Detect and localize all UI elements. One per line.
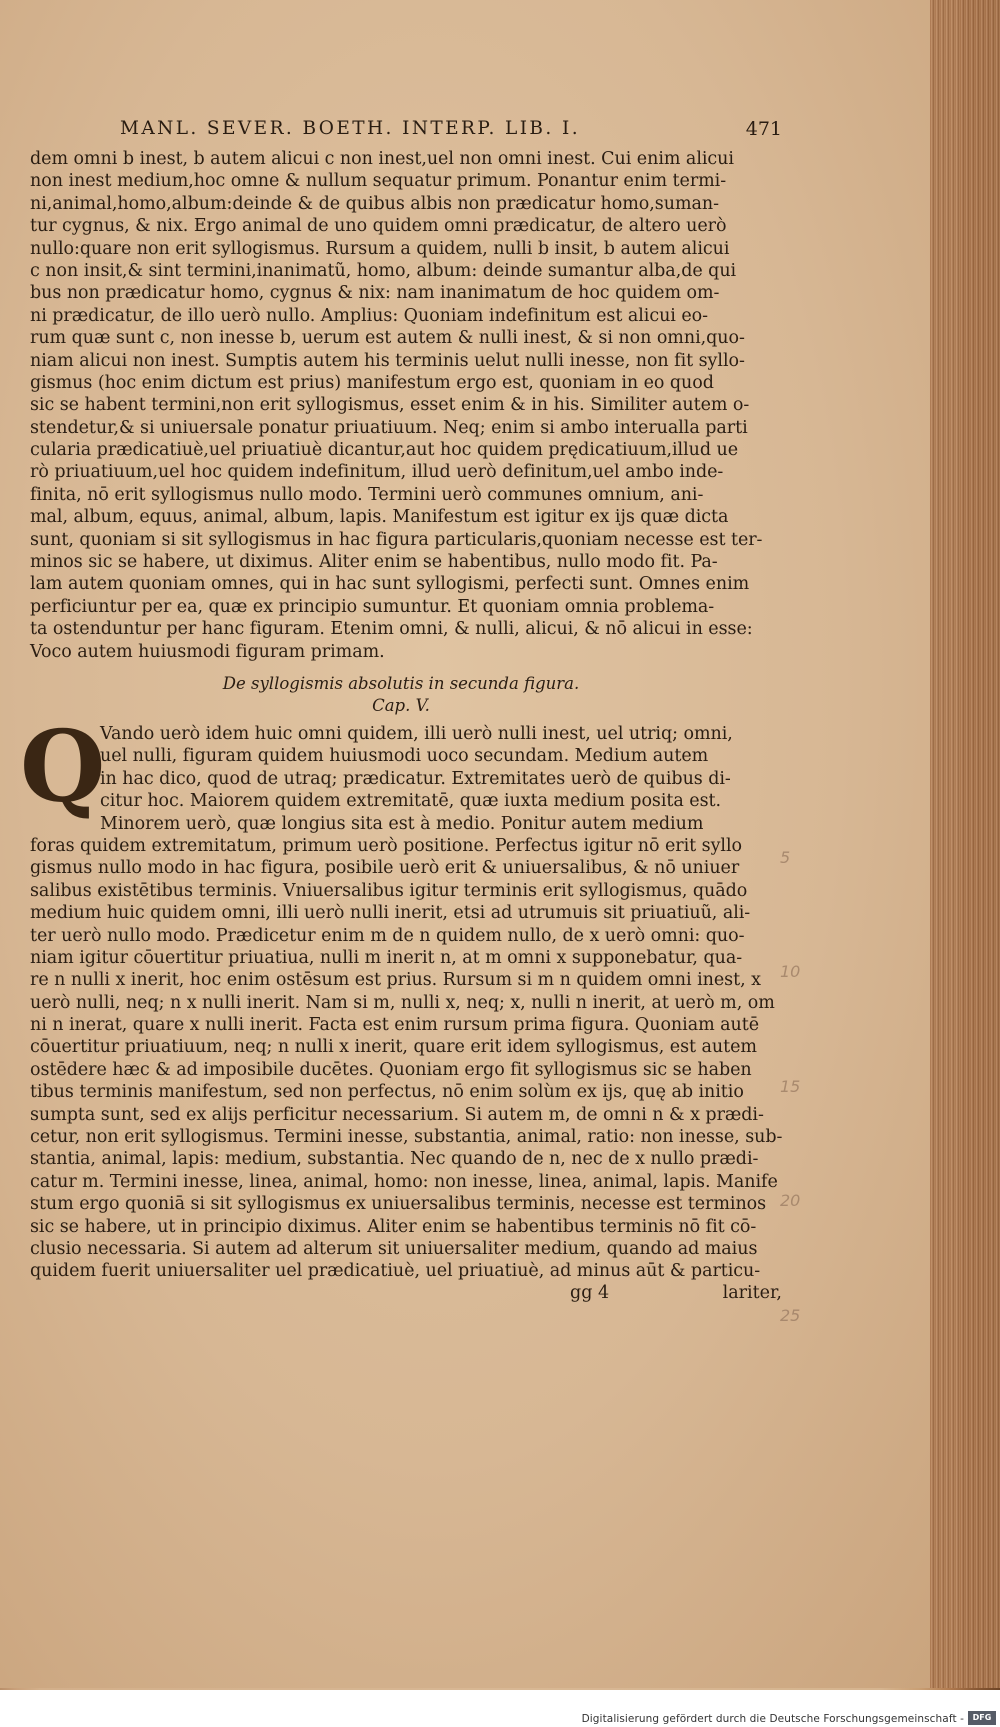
- paragraph-2: [20, 709, 783, 1283]
- text-line: mal, album, equus, animal, album, lapis. Manifestum est igitur ex ijs quæ dicta: [30, 507, 729, 528]
- text-line: stendetur,& si uniuersale ponatur priuatiuum. Neq; enim si ambo interualla parti: [30, 417, 748, 438]
- text-line: bus non prædicatur homo, cygnus & nix: nam inanimatum de hoc quidem om-: [30, 283, 720, 304]
- text-line: stantia, animal, lapis: medium, substantia. Nec quando de n, nec de x nullo prædi-: [30, 1149, 759, 1170]
- section-heading: De syllogismis absolutis in secunda figura.: [222, 673, 580, 693]
- text-line: non inest medium,hoc omne & nullum sequatur primum. Ponantur enim termi-: [30, 171, 727, 192]
- printed-text-block: [20, 118, 783, 1307]
- text-line: in hac dico, quod de utraq; prædicatur. Extremitates uerò de quibus di-: [100, 768, 731, 789]
- text-line: cularia prædicatiuè,uel priuatiuè dicantur,aut hoc quidem prędicatiuum,illud ue: [30, 440, 739, 461]
- text-line: nullo:quare non erit syllogismus. Rursum a quidem, nulli b insit, b autem alicui: [30, 238, 730, 259]
- text-line: Vando uerò idem huic omni quidem, illi uerò nulli inest, uel utriq; omni,: [100, 723, 733, 744]
- marginal-line-number: 15: [780, 1077, 801, 1096]
- text-line: foras quidem extremitatum, primum uerò positione. Perfectus igitur nō erit syllo: [30, 835, 743, 856]
- signature-mark: gg 4: [570, 1282, 610, 1303]
- text-line: cōuertitur priuatiuum, neq; n nulli x inerit, quare erit idem syllogismus, est autem: [30, 1037, 757, 1058]
- digitization-credit: Digitalisierung gefördert durch die Deutsche Forschungsgemeinschaft -: [581, 1713, 964, 1725]
- text-line: c non insit,& sint termini,inanimatũ, homo, album: deinde sumantur alba,de qui: [30, 260, 737, 281]
- text-line: finita, nō erit syllogismus nullo modo. Termini uerò communes omnium, ani-: [30, 484, 704, 505]
- dfg-logo: DFG: [968, 1711, 996, 1725]
- text-line: ni n inerat, quare x nulli inerit. Facta est enim rursum prima figura. Quoniam autē: [30, 1015, 760, 1036]
- marginal-line-number: 5: [780, 848, 791, 867]
- text-line: ni prædicatur, de illo uerò nullo. Amplius: Quoniam indefinitum est alicui eo-: [30, 305, 709, 326]
- text-line: lam autem quoniam omnes, qui in hac sunt syllogismi, perfecti sunt. Omnes enim: [30, 574, 750, 595]
- text-line: stum ergo quoniā si sit syllogismus ex uniuersalibus terminis, necesse est terminos: [30, 1194, 767, 1215]
- running-head: [30, 118, 782, 148]
- text-line: ter uerò nullo modo. Prædicetur enim m de n quidem nullo, de x uerò omni: quo-: [30, 925, 745, 946]
- text-line: uel nulli, figuram quidem huiusmodi uoco secundam. Medium autem: [100, 746, 709, 767]
- text-line: gismus (hoc enim dictum est prius) manifestum ergo est, quoniam in eo quod: [30, 372, 714, 393]
- text-line: ni,animal,homo,album:deinde & de quibus albis non prædicatur homo,suman-: [30, 193, 719, 214]
- decorated-initial: Q: [20, 709, 106, 825]
- catchword: lariter,: [722, 1282, 782, 1303]
- text-line: tibus terminis manifestum, sed non perfectus, nō enim solùm ex ijs, quę ab initio: [30, 1082, 744, 1103]
- text-line: catur m. Termini inesse, linea, animal, homo: non inesse, linea, animal, lapis. Manife: [30, 1171, 778, 1192]
- text-line: niam igitur cōuertitur priuatiua, nulli m inerit n, at m omni x supponebatur, qua-: [30, 947, 743, 968]
- chapter-label: Cap. V.: [372, 695, 430, 715]
- book-fore-edge: [930, 0, 1000, 1688]
- marginal-line-number: 25: [780, 1306, 801, 1325]
- text-line: clusio necessaria. Si autem ad alterum sit uniuersaliter medium, quando ad maius: [30, 1238, 758, 1259]
- text-line: sic se habere, ut in principio diximus. Aliter enim se habentibus terminis nō fit cō-: [30, 1216, 757, 1237]
- text-line: Minorem uerò, quæ longius sita est à medio. Ponitur autem medium: [100, 813, 704, 834]
- marginal-line-number: 10: [780, 962, 801, 981]
- text-line: uerò nulli, neq; n x nulli inerit. Nam si m, nulli x, neq; x, nulli n inerit, at uerò m, om: [30, 992, 775, 1013]
- text-line: perficiuntur per ea, quæ ex principio sumuntur. Et quoniam omnia problema-: [30, 596, 715, 617]
- text-line: salibus existētibus terminis. Vniuersalibus igitur terminis erit syllogismus, quādo: [30, 880, 748, 901]
- section-heading-block: [30, 673, 772, 717]
- text-line: minos sic se habere, ut diximus. Aliter enim se habentibus, nullo modo fit. Pa-: [30, 552, 718, 573]
- text-line: quidem fuerit uniuersaliter uel prædicatiuè, uel priuatiuè, ad minus aūt & particu-: [30, 1261, 761, 1282]
- text-line: rò priuatiuum,uel hoc quidem indefinitum, illud uerò definitum,uel ambo inde-: [30, 462, 724, 483]
- catchline: [30, 1282, 782, 1307]
- text-line: sic se habent termini,non erit syllogismus, esset enim & in his. Similiter autem o-: [30, 395, 750, 416]
- text-line: ostēdere hæc & ad imposibile ducētes. Quoniam ergo fit syllogismus sic se haben: [30, 1059, 752, 1080]
- text-line: sumpta sunt, sed ex alijs perficitur necessarium. Si autem m, de omni n & x prædi-: [30, 1104, 764, 1125]
- text-line: re n nulli x inerit, hoc enim ostēsum est prius. Rursum si m n quidem omni inest, x: [30, 970, 761, 991]
- paragraph-1: [30, 148, 772, 663]
- text-line: gismus nullo modo in hac figura, posibile uerò erit & uniuersalibus, & nō uniuer: [30, 858, 740, 879]
- text-line: rum quæ sunt c, non inesse b, uerum est autem & nulli inest, & si non omni,quo-: [30, 328, 745, 349]
- text-line: dem omni b inest, b autem alicui c non inest,uel non omni inest. Cui enim alicui: [30, 149, 734, 169]
- text-line: sunt, quoniam si sit syllogismus in hac figura particularis,quoniam necesse est ter-: [30, 529, 763, 550]
- text-line: Voco autem huiusmodi figuram primam.: [30, 641, 385, 662]
- text-line: citur hoc. Maiorem quidem extremitatē, quæ iuxta medium posita est.: [100, 791, 722, 812]
- text-line: cetur, non erit syllogismus. Termini inesse, substantia, animal, ratio: non inesse, sub-: [30, 1127, 783, 1148]
- text-line: ta ostenduntur per hanc figuram. Etenim omni, & nulli, alicui, & nō alicui in esse:: [30, 619, 753, 640]
- marginal-line-number: 20: [780, 1191, 801, 1210]
- running-title: MANL. SEVER. BOETH. INTERP. LIB. I.: [120, 118, 580, 139]
- page-number: 471: [745, 118, 782, 140]
- text-line: tur cygnus, & nix. Ergo animal de uno quidem omni prædicatur, de altero uerò: [30, 216, 727, 237]
- text-line: niam alicui non inest. Sumptis autem his terminis uelut nulli inesse, non fit syllo-: [30, 350, 745, 371]
- text-line: medium huic quidem omni, illi uerò nulli inerit, etsi ad utrumuis sit priuatiuũ, ali-: [30, 903, 751, 924]
